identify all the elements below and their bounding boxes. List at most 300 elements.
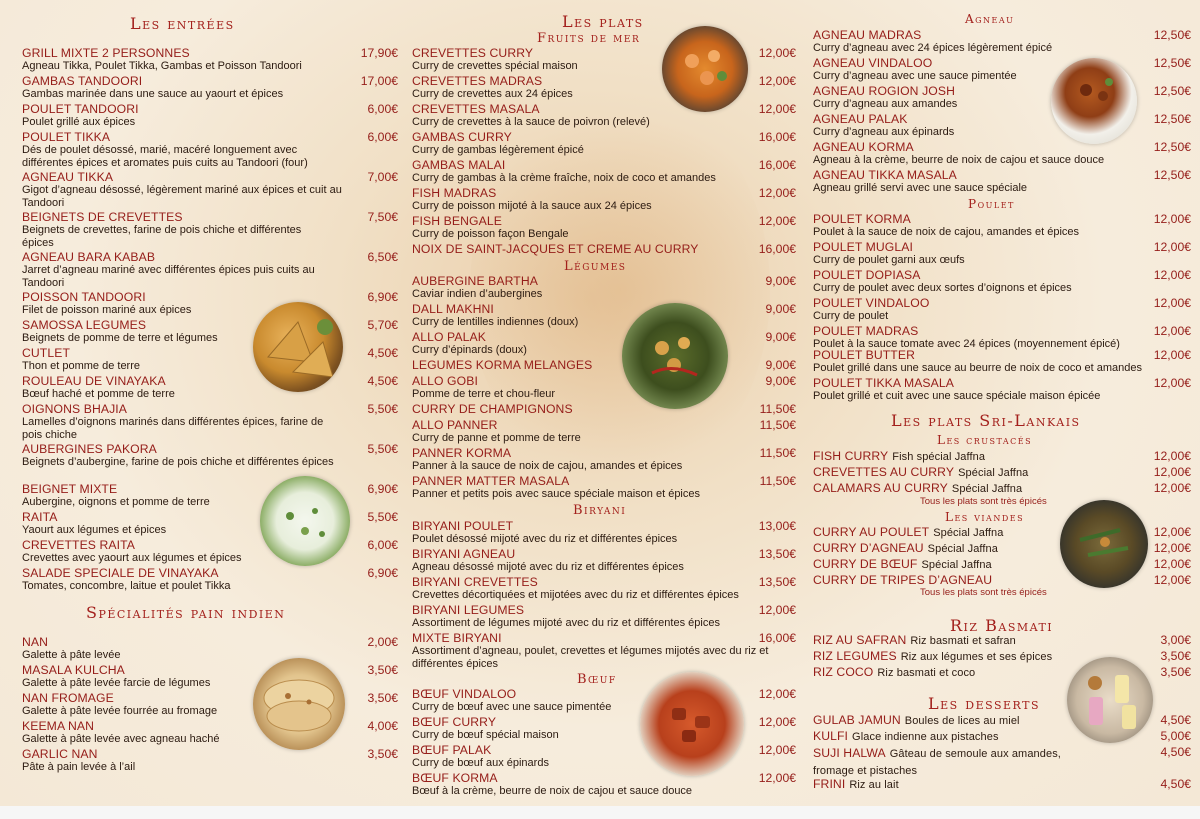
item-description: Agneau à la crème, beurre de noix de cajou et sauce douce xyxy=(813,154,1105,166)
menu-item xyxy=(22,102,398,129)
menu-item xyxy=(813,324,1191,351)
item-price: 16,00€ xyxy=(758,158,796,172)
plats-title: Les plats xyxy=(562,12,644,31)
item-price: 5,70€ xyxy=(367,318,398,332)
item-detail: Spécial Jaffna xyxy=(927,543,998,555)
item-name: POISSON TANDOORI xyxy=(22,290,146,304)
item-name: AGNEAU TIKKA xyxy=(22,170,114,184)
item-name: GRILL MIXTE 2 PERSONNES xyxy=(22,46,190,60)
menu-item xyxy=(412,771,796,798)
item-name: GAMBAS CURRY xyxy=(412,130,512,144)
menu-item xyxy=(412,402,796,416)
item-description: Poulet désossé mijoté avec du riz et différentes épices xyxy=(412,533,678,545)
item-name: BŒUF CURRY xyxy=(412,715,497,729)
menu-item xyxy=(22,635,398,662)
item-name: LEGUMES KORMA MELANGES xyxy=(412,358,593,372)
item-name: KEEMA NAN xyxy=(22,719,95,733)
item-price: 12,50€ xyxy=(1153,28,1191,42)
item-price: 12,00€ xyxy=(758,214,796,228)
item-price: 16,00€ xyxy=(758,242,796,256)
item-name: SALADE SPECIALE DE VINAYAKA xyxy=(22,566,219,580)
item-price: 12,00€ xyxy=(758,102,796,116)
item-name: CREVETTES CURRY xyxy=(412,46,534,60)
item-name: CREVETTES RAITA xyxy=(22,538,136,552)
menu-item xyxy=(813,481,1191,496)
item-description: Lamelles d’oignons marinés dans différentes épices, farine de pois chiche xyxy=(22,416,324,441)
item-price: 11,50€ xyxy=(759,402,796,416)
item-description: Galette à pâte levée farcie de légumes xyxy=(22,677,211,689)
item-description: Curry de bœuf spécial maison xyxy=(412,729,559,741)
item-description: Filet de poisson mariné aux épices xyxy=(22,304,192,316)
item-description: Jarret d’agneau mariné avec différentes épices puis cuits au Tandoori xyxy=(22,264,315,289)
item-description: Curry de bœuf avec une sauce pimentée xyxy=(412,701,612,713)
desserts-title: Les desserts xyxy=(928,694,1040,713)
item-price: 12,50€ xyxy=(1153,140,1191,154)
item-description: Curry de bœuf aux épinards xyxy=(412,757,549,769)
item-price: 5,50€ xyxy=(367,402,398,416)
item-name: FISH MADRAS xyxy=(412,186,497,200)
item-description: Curry de poisson mijoté à la sauce aux 24 épices xyxy=(412,200,652,212)
item-price: 12,00€ xyxy=(1153,541,1191,555)
naan-photo xyxy=(253,658,345,750)
item-price: 6,50€ xyxy=(367,250,398,264)
item-price: 12,00€ xyxy=(758,46,796,60)
item-name: POULET TIKKA MASALA xyxy=(813,376,954,390)
item-description: Beignets de crevettes, farine de pois chiche et différentes épices xyxy=(22,224,302,249)
item-detail: Spécial Jaffna xyxy=(933,527,1004,539)
item-name: BEIGNET MIXTE xyxy=(22,482,118,496)
item-description: Thon et pomme de terre xyxy=(22,360,141,372)
item-price: 9,00€ xyxy=(765,374,796,388)
item-price: 3,00€ xyxy=(1160,633,1191,647)
menu-item xyxy=(22,210,398,249)
item-price: 5,50€ xyxy=(367,510,398,524)
item-description: Beignets d’aubergine, farine de pois chiche et différentes épices xyxy=(22,456,334,468)
item-detail: Riz basmati et coco xyxy=(877,667,976,679)
menu-item xyxy=(22,46,398,73)
item-detail: Spécial Jaffna xyxy=(951,483,1023,495)
item-price: 9,00€ xyxy=(765,330,796,344)
menu-item xyxy=(813,449,1191,464)
item-price: 9,00€ xyxy=(765,358,796,372)
item-price: 12,00€ xyxy=(758,687,796,701)
item-name: MIXTE BIRYANI xyxy=(412,631,502,645)
shrimp-curry-photo xyxy=(662,26,748,112)
item-name: CREVETTES AU CURRY Spécial Jaffna xyxy=(813,465,1029,479)
item-price: 17,00€ xyxy=(360,74,398,88)
item-price: 6,90€ xyxy=(367,482,398,496)
item-name: NAN FROMAGE xyxy=(22,691,114,705)
item-name: BIRYANI AGNEAU xyxy=(412,547,516,561)
item-name: POULET DOPIASA xyxy=(813,268,921,282)
item-name: CREVETTES MADRAS xyxy=(412,74,543,88)
boeuf-title: Bœuf xyxy=(577,672,617,687)
item-name: ALLO PANNER xyxy=(412,418,498,432)
item-price: 17,90€ xyxy=(360,46,398,60)
menu-item xyxy=(813,28,1191,55)
item-price: 12,00€ xyxy=(1153,376,1191,390)
item-name: POULET KORMA xyxy=(813,212,911,226)
item-price: 4,50€ xyxy=(1160,777,1191,791)
item-name: CALAMARS AU CURRY Spécial Jaffna xyxy=(813,481,1023,495)
item-price: 12,50€ xyxy=(1153,84,1191,98)
item-name: AGNEAU TIKKA MASALA xyxy=(813,168,957,182)
item-description: Curry d’agneau avec 24 épices légèrement épicé xyxy=(813,42,1053,54)
item-name: AGNEAU ROGION JOSH xyxy=(813,84,955,98)
item-name: POULET TANDOORI xyxy=(22,102,139,116)
item-name: AUBERGINE BARTHA xyxy=(412,274,538,288)
item-price: 9,00€ xyxy=(765,302,796,316)
item-detail: Boules de lices au miel xyxy=(904,715,1020,727)
menu-item xyxy=(22,663,398,690)
item-detail: Spécial Jaffna xyxy=(921,559,992,571)
item-description: Curry de gambas à la crème fraîche, noix de coco et amandes xyxy=(412,172,716,184)
item-name: RIZ AU SAFRAN Riz basmati et safran xyxy=(813,633,1016,647)
item-price: 12,00€ xyxy=(1153,465,1191,479)
item-description: Agneau désossé mijoté avec du riz et différentes épices xyxy=(412,561,684,573)
item-price: 5,00€ xyxy=(1160,729,1191,743)
menu-item xyxy=(22,130,398,169)
item-description: Curry de crevettes aux 24 épices xyxy=(412,88,573,100)
item-price: 7,00€ xyxy=(367,170,398,184)
item-name: AUBERGINES PAKORA xyxy=(22,442,157,456)
item-price: 12,00€ xyxy=(1153,449,1191,463)
menu-item xyxy=(22,566,398,593)
item-price: 12,50€ xyxy=(1153,56,1191,70)
item-price: 6,90€ xyxy=(367,290,398,304)
item-name: DALL MAKHNI xyxy=(412,302,494,316)
menu-item xyxy=(412,358,796,372)
menu-item xyxy=(22,747,398,774)
menu-item xyxy=(412,102,796,129)
item-description: Curry de poisson façon Bengale xyxy=(412,228,569,240)
item-name: CURRY DE TRIPES D’AGNEAU xyxy=(813,573,993,587)
item-name: AGNEAU VINDALOO xyxy=(813,56,933,70)
item-description: Agneau grillé servi avec une sauce spéciale xyxy=(813,182,1028,194)
item-price: 12,00€ xyxy=(1153,268,1191,282)
item-price: 12,00€ xyxy=(758,743,796,757)
menu-item xyxy=(412,631,796,670)
item-detail: Spécial Jaffna xyxy=(958,467,1029,479)
item-name: BŒUF KORMA xyxy=(412,771,498,785)
item-description: Assortiment de légumes mijoté avec du riz et différentes épices xyxy=(412,617,720,629)
menu-item xyxy=(22,290,398,317)
item-description: Dés de poulet désossé, marié, macéré longuement avec différentes épices et aromates puis cuits au Tandoori (four) xyxy=(22,144,308,169)
menu-item xyxy=(412,474,796,501)
agneau-title: Agneau xyxy=(965,12,1015,26)
item-name: BIRYANI CREVETTES xyxy=(412,575,538,589)
item-name: FISH CURRY Fish spécial Jaffna xyxy=(813,449,986,463)
item-description: Curry de crevettes à la sauce de poivron (relevé) xyxy=(412,116,650,128)
item-name: CURRY D’AGNEAU Spécial Jaffna xyxy=(813,541,998,555)
item-detail: Riz basmati et safran xyxy=(910,635,1016,647)
item-name: SUJI HALWA Gâteau de semoule aux amandes, fromage et pistaches xyxy=(813,746,1061,777)
menu-item xyxy=(412,575,796,602)
item-description: Gambas marinée dans une sauce au yaourt et épices xyxy=(22,88,284,100)
item-price: 5,50€ xyxy=(367,442,398,456)
menu-item xyxy=(813,777,1191,792)
item-price: 3,50€ xyxy=(1160,649,1191,663)
beef-curry-photo xyxy=(640,672,744,776)
spicy-note-2: Tous les plats sont très épicés xyxy=(920,587,1047,598)
item-price: 4,50€ xyxy=(367,346,398,360)
item-detail: Riz au lait xyxy=(849,779,899,791)
item-description: Curry de crevettes spécial maison xyxy=(412,60,578,72)
item-description: Beignets de pomme de terre et légumes xyxy=(22,332,218,344)
menu-item xyxy=(412,446,796,473)
item-description: Pâte à pain levée à l’ail xyxy=(22,761,136,773)
menu-item xyxy=(412,519,796,546)
menu-item xyxy=(813,465,1191,480)
item-price: 12,50€ xyxy=(1153,112,1191,126)
menu-item xyxy=(813,296,1191,323)
item-description: Curry de poulet xyxy=(813,310,889,322)
item-price: 3,50€ xyxy=(1160,665,1191,679)
item-price: 6,00€ xyxy=(367,102,398,116)
item-price: 12,00€ xyxy=(1153,324,1191,338)
menu-item xyxy=(412,214,796,241)
item-name: FRINI Riz au lait xyxy=(813,777,899,791)
menu-item xyxy=(813,268,1191,295)
item-description: Bœuf haché et pomme de terre xyxy=(22,388,175,400)
poulet-title: Poulet xyxy=(968,197,1015,211)
item-name: POULET MUGLAI xyxy=(813,240,913,254)
item-name: RIZ LEGUMES Riz aux légumes et ses épices xyxy=(813,649,1053,663)
item-description: Poulet à la sauce de noix de cajou, amandes et épices xyxy=(813,226,1080,238)
spicy-note-1: Tous les plats sont très épicés xyxy=(920,496,1047,507)
riz-title: Riz Basmati xyxy=(950,616,1054,635)
item-name: AGNEAU PALAK xyxy=(813,112,908,126)
item-name: MASALA KULCHA xyxy=(22,663,125,677)
menu-item xyxy=(412,242,796,256)
item-price: 7,50€ xyxy=(367,210,398,224)
menu-item xyxy=(22,250,398,289)
item-name: AGNEAU KORMA xyxy=(813,140,914,154)
item-name: CURRY AU POULET Spécial Jaffna xyxy=(813,525,1004,539)
srilanka-title: Les plats Sri-Lankais xyxy=(891,411,1081,430)
menu-item xyxy=(22,442,398,469)
item-detail: Gâteau de semoule aux amandes, fromage et pistaches xyxy=(813,748,1061,777)
entrees-title: Les entrées xyxy=(130,14,235,33)
item-description: Agneau Tikka, Poulet Tikka, Gambas et Poisson Tandoori xyxy=(22,60,302,72)
menu-item xyxy=(22,374,398,401)
biryani-title: Biryani xyxy=(573,503,627,518)
item-detail: Glace indienne aux pistaches xyxy=(852,731,999,743)
menu-item xyxy=(412,330,796,357)
fruits-title: Fruits de mer xyxy=(537,31,641,46)
pain-title: Spécialités pain indien xyxy=(86,603,286,622)
item-price: 2,00€ xyxy=(367,635,398,649)
item-name: KULFI Glace indienne aux pistaches xyxy=(813,729,999,743)
menu-item xyxy=(813,348,1191,375)
item-price: 12,50€ xyxy=(1153,168,1191,182)
item-name: NOIX DE SAINT-JACQUES ET CREME AU CURRY xyxy=(412,242,699,256)
item-name: POULET BUTTER xyxy=(813,348,915,362)
item-price: 13,00€ xyxy=(758,519,796,533)
item-price: 6,00€ xyxy=(367,538,398,552)
item-detail: Fish spécial Jaffna xyxy=(892,451,986,463)
menu-item xyxy=(813,168,1191,195)
item-name: AGNEAU BARA KABAB xyxy=(22,250,156,264)
item-price: 6,90€ xyxy=(367,566,398,580)
item-description: Caviar indien d’aubergines xyxy=(412,288,543,300)
item-description: Crevettes décortiquées et mijotées avec du riz et différentes épices xyxy=(412,589,739,601)
item-price: 4,50€ xyxy=(1160,745,1191,759)
item-name: CURRY DE CHAMPIGNONS xyxy=(412,402,573,416)
item-price: 11,50€ xyxy=(759,418,796,432)
item-name: CUTLET xyxy=(22,346,70,360)
item-name: POULET MADRAS xyxy=(813,324,919,338)
item-name: AGNEAU MADRAS xyxy=(813,28,922,42)
item-name: BEIGNETS DE CREVETTES xyxy=(22,210,183,224)
item-description: Curry d’agneau aux amandes xyxy=(813,98,958,110)
item-description: Curry de lentilles indiennes (doux) xyxy=(412,316,579,328)
menu-item xyxy=(412,418,796,445)
item-name: POULET TIKKA xyxy=(22,130,111,144)
item-name: GARLIC NAN xyxy=(22,747,98,761)
item-detail: Riz aux légumes et ses épices xyxy=(900,651,1053,663)
item-description: Aubergine, oignons et pomme de terre xyxy=(22,496,210,508)
item-price: 12,00€ xyxy=(1153,212,1191,226)
item-price: 12,00€ xyxy=(758,603,796,617)
item-description: Curry d’épinards (doux) xyxy=(412,344,527,356)
item-description: Panner à la sauce de noix de cajou, amandes et épices xyxy=(412,460,683,472)
item-price: 12,00€ xyxy=(758,186,796,200)
legumes-title: Légumes xyxy=(564,259,627,274)
item-name: RAITA xyxy=(22,510,58,524)
item-price: 11,50€ xyxy=(759,446,796,460)
item-name: RIZ COCO Riz basmati et coco xyxy=(813,665,976,679)
item-description: Assortiment d’agneau, poulet, crevettes et légumes mijotés avec du riz et différentes épices xyxy=(412,645,769,670)
item-name: BŒUF PALAK xyxy=(412,743,492,757)
item-name: PANNER KORMA xyxy=(412,446,512,460)
item-description: Poulet grillé aux épices xyxy=(22,116,136,128)
item-price: 12,00€ xyxy=(758,771,796,785)
item-price: 13,50€ xyxy=(758,575,796,589)
palak-photo xyxy=(622,303,728,409)
item-description: Poulet grillé et cuit avec une sauce spéciale maison épicée xyxy=(813,390,1101,402)
item-description: Tomates, concombre, laitue et poulet Tikka xyxy=(22,580,231,592)
item-name: PANNER MATTER MASALA xyxy=(412,474,570,488)
item-description: Curry de gambas légèrement épicé xyxy=(412,144,584,156)
item-name: BIRYANI POULET xyxy=(412,519,514,533)
item-name: CURRY DE BŒUF Spécial Jaffna xyxy=(813,557,992,571)
item-description: Bœuf à la crème, beurre de noix de cajou et sauce douce xyxy=(412,785,693,797)
menu-item xyxy=(813,212,1191,239)
menu-item xyxy=(813,56,1191,83)
bottom-strip xyxy=(0,806,1200,819)
item-name: GULAB JAMUN Boules de lices au miel xyxy=(813,713,1020,727)
item-name: ALLO PALAK xyxy=(412,330,486,344)
item-description: Curry de poulet garni aux œufs xyxy=(813,254,965,266)
menu-item xyxy=(412,186,796,213)
raita-photo xyxy=(260,476,350,566)
menu-item xyxy=(813,745,1191,779)
item-price: 11,50€ xyxy=(759,474,796,488)
menu-item xyxy=(813,649,1191,664)
item-name: OIGNONS BHAJIA xyxy=(22,402,128,416)
item-price: 12,00€ xyxy=(758,715,796,729)
item-name: ROULEAU DE VINAYAKA xyxy=(22,374,166,388)
crustaces-title: Les crustacés xyxy=(937,433,1033,447)
item-price: 3,50€ xyxy=(367,747,398,761)
viandes-title: Les viandes xyxy=(945,510,1025,524)
item-name: CREVETTES MASALA xyxy=(412,102,540,116)
menu-item xyxy=(22,719,398,746)
item-price: 4,00€ xyxy=(367,719,398,733)
desserts-photo xyxy=(1067,657,1153,743)
item-price: 12,00€ xyxy=(1153,557,1191,571)
item-price: 12,00€ xyxy=(1153,296,1191,310)
menu-item xyxy=(412,302,796,329)
item-description: Curry d’agneau aux épinards xyxy=(813,126,955,138)
samosa-photo xyxy=(253,302,343,392)
menu-item xyxy=(412,130,796,157)
item-description: Galette à pâte levée xyxy=(22,649,121,661)
item-price: 12,00€ xyxy=(1153,240,1191,254)
item-description: Crevettes avec yaourt aux légumes et épices xyxy=(22,552,242,564)
menu-item xyxy=(412,274,796,301)
item-description: Curry de panne et pomme de terre xyxy=(412,432,581,444)
item-name: GAMBAS MALAI xyxy=(412,158,506,172)
item-name: BIRYANI LEGUMES xyxy=(412,603,525,617)
item-price: 12,00€ xyxy=(1153,573,1191,587)
menu-item xyxy=(813,376,1191,403)
item-price: 6,00€ xyxy=(367,130,398,144)
item-price: 16,00€ xyxy=(758,631,796,645)
item-name: NAN xyxy=(22,635,49,649)
menu-item xyxy=(813,140,1191,167)
lamb-rice-photo xyxy=(1051,58,1137,144)
item-price: 16,00€ xyxy=(758,130,796,144)
menu-item xyxy=(412,374,796,401)
item-price: 12,00€ xyxy=(1153,348,1191,362)
item-name: BŒUF VINDALOO xyxy=(412,687,517,701)
menu-item xyxy=(813,240,1191,267)
menu-item xyxy=(412,158,796,185)
item-price: 3,50€ xyxy=(367,691,398,705)
item-price: 12,00€ xyxy=(1153,525,1191,539)
menu-item xyxy=(412,603,796,630)
item-price: 4,50€ xyxy=(1160,713,1191,727)
item-name: SAMOSSA LEGUMES xyxy=(22,318,147,332)
item-description: Galette à pâte levée avec agneau haché xyxy=(22,733,220,745)
menu-item xyxy=(22,402,398,441)
item-description: Panner et petits pois avec sauce spéciale maison et épices xyxy=(412,488,700,500)
item-description: Pomme de terre et chou-fleur xyxy=(412,388,556,400)
menu-item xyxy=(22,74,398,101)
item-price: 13,50€ xyxy=(758,547,796,561)
menu-item xyxy=(813,633,1191,648)
item-description: Poulet à la sauce tomate avec 24 épices (moyennement épicé) xyxy=(813,338,1120,350)
item-price: 9,00€ xyxy=(765,274,796,288)
item-description: Yaourt aux légumes et épices xyxy=(22,524,167,536)
item-description: Curry de poulet avec deux sortes d’oignons et épices xyxy=(813,282,1072,294)
menu-item xyxy=(22,170,398,209)
item-name: ALLO GOBI xyxy=(412,374,478,388)
item-price: 4,50€ xyxy=(367,374,398,388)
item-name: GAMBAS TANDOORI xyxy=(22,74,143,88)
menu-item xyxy=(412,547,796,574)
item-description: Poulet grillé dans une sauce au beurre de noix de coco et amandes xyxy=(813,362,1142,374)
item-price: 12,00€ xyxy=(758,74,796,88)
item-description: Gigot d’agneau désossé, légèrement mariné aux épices et cuit au Tandoori xyxy=(22,184,342,209)
sri-lankan-curry-photo xyxy=(1060,500,1148,588)
item-description: Galette à pâte levée fourrée au fromage xyxy=(22,705,218,717)
item-name: FISH BENGALE xyxy=(412,214,502,228)
item-price: 12,00€ xyxy=(1153,481,1191,495)
item-description: Curry d’agneau avec une sauce pimentée xyxy=(813,70,1017,82)
